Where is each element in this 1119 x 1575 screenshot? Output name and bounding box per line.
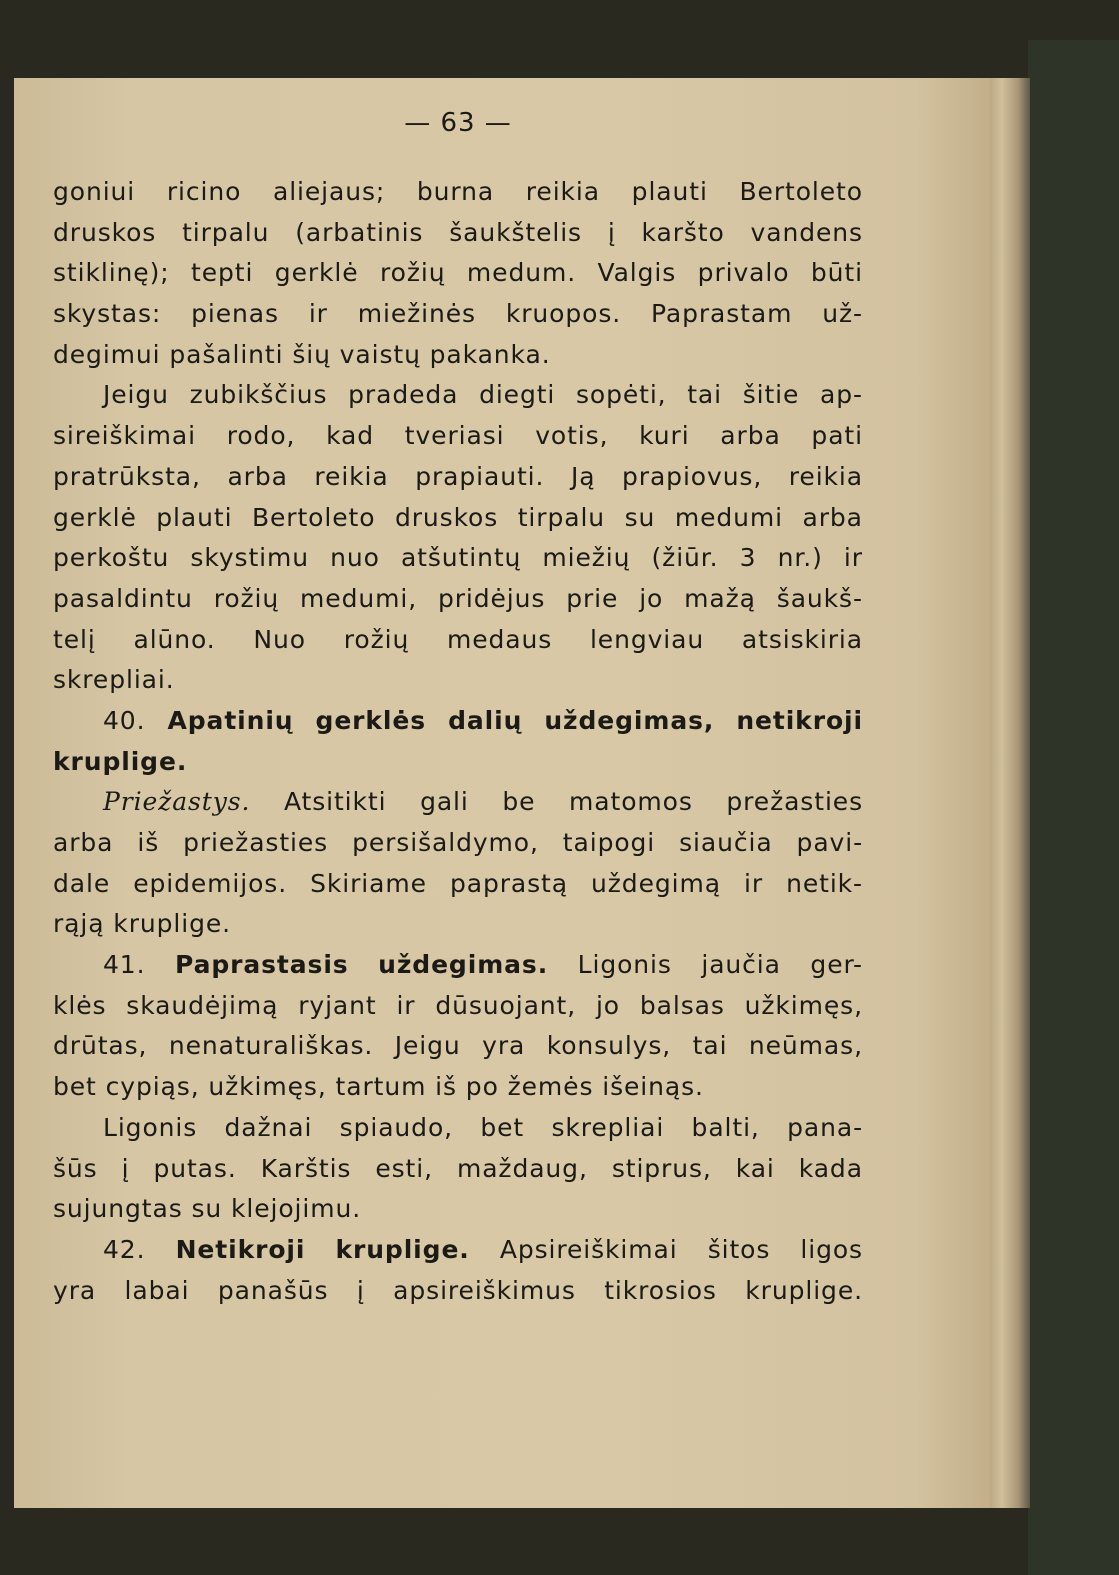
word: kada (798, 1153, 863, 1183)
word: kruopos. (505, 299, 622, 329)
word: arba (802, 502, 863, 532)
word: reikia (788, 461, 863, 491)
word: Priežastys. (103, 787, 251, 817)
word: šūs (53, 1153, 98, 1183)
word: mažą (684, 583, 756, 613)
word: stiklinę); (53, 258, 170, 288)
text-line (53, 498, 863, 539)
word: balti, (691, 1112, 760, 1142)
word: spiaudo, (339, 1112, 453, 1142)
text-span: bet cypiąs, užkimęs, tartum iš po žemės išeinąs. (53, 1072, 704, 1102)
word: Jeigu (394, 1031, 461, 1061)
word: skystas: (53, 299, 162, 329)
word: Jeigu (103, 380, 169, 410)
word: Paprastam (651, 299, 793, 329)
page-edge (990, 78, 1030, 1508)
word: plauti (631, 177, 708, 206)
word: druskos (394, 502, 499, 532)
word: rožių (380, 258, 446, 288)
word: skrepliai (551, 1112, 665, 1142)
word: paprastą (449, 868, 568, 898)
word: dūsuojant, (435, 990, 577, 1020)
word: Apsireiškimai (499, 1234, 678, 1264)
word: Ligonis (577, 950, 672, 980)
word: netikroji (736, 705, 863, 735)
word: goniui (53, 177, 136, 206)
text-line (53, 1149, 863, 1190)
word: votis, (535, 421, 609, 451)
word: telį (53, 624, 96, 654)
word: miežinės (357, 299, 476, 329)
word: šitie (742, 380, 800, 410)
word: gerklė (53, 502, 137, 532)
text-line (53, 1026, 863, 1067)
word: prapiauti. (415, 461, 545, 491)
word: drūtas, (53, 1031, 148, 1061)
word: už- (822, 299, 863, 329)
word: taipogi (562, 828, 656, 857)
word: (arbatinis (295, 217, 424, 247)
word: uždegimą (591, 868, 721, 898)
word: ir (843, 543, 863, 573)
word: ligos (800, 1234, 863, 1264)
word: tirpalu (182, 217, 270, 247)
word: kuri (639, 421, 690, 451)
word: maždaug, (456, 1153, 588, 1183)
text-line (53, 253, 863, 294)
word: sopėti, (575, 380, 667, 410)
word: nr.) (777, 543, 823, 573)
text-line (53, 782, 863, 823)
word: tai (692, 1031, 728, 1061)
text-span: sujungtas su klejojimu. (53, 1194, 362, 1224)
word: būti (810, 258, 863, 288)
word: sireiškimai (53, 421, 196, 451)
word: Karštis (260, 1153, 352, 1183)
word: pridėjus (437, 583, 546, 613)
word: 3 (739, 543, 757, 573)
word: gali (420, 787, 469, 817)
word: į (121, 1153, 130, 1183)
word: tikrosios (604, 1275, 717, 1305)
word: reikia (314, 461, 389, 491)
word: konsulys, (546, 1031, 672, 1061)
text-line (53, 294, 863, 335)
word: Netikroji (175, 1234, 306, 1264)
word: ger- (810, 950, 863, 980)
text-line (53, 1189, 863, 1230)
word: Bertoleto (251, 502, 376, 532)
word: panašūs (217, 1275, 329, 1305)
word: (žiūr. (651, 543, 719, 573)
word: ir (744, 868, 764, 898)
text-line (53, 579, 863, 620)
text-line (53, 660, 863, 701)
text-line (53, 904, 863, 945)
text-line (53, 538, 863, 579)
text-line (53, 945, 863, 986)
text-line (53, 416, 863, 457)
text-line (53, 823, 863, 864)
word: bet (480, 1112, 525, 1142)
word: epidemijos. (133, 868, 288, 898)
word: kad (326, 421, 375, 451)
word: stiprus, (611, 1153, 712, 1183)
word: reikia (525, 177, 600, 206)
word: dalių (448, 705, 523, 735)
word: netik- (786, 868, 863, 898)
word: esti, (375, 1153, 433, 1183)
text-line (53, 1271, 863, 1312)
word: druskos (53, 217, 157, 247)
word: perkoštu (53, 543, 170, 573)
word: Nuo (253, 624, 306, 654)
word: užkimęs, (744, 990, 863, 1020)
word: rodo, (226, 421, 296, 451)
word: arba (720, 421, 781, 451)
word: labai (124, 1275, 190, 1305)
word: gerklės (315, 705, 427, 735)
word: kai (735, 1153, 775, 1183)
text-span: skrepliai. (53, 665, 175, 695)
word: į (356, 1275, 365, 1305)
bold-text: kruplige. (53, 746, 188, 776)
text-line (53, 1230, 863, 1271)
word: pana- (787, 1112, 863, 1142)
word: tveriasi (404, 421, 505, 451)
word: tai (687, 380, 723, 410)
word: medumi (674, 502, 783, 532)
word: arba (53, 828, 114, 857)
word: Valgis (597, 258, 677, 288)
word: aliejaus; (272, 177, 386, 206)
word: gerklė (274, 258, 359, 288)
word: zubikščius (189, 380, 328, 410)
word: tepti (191, 258, 254, 288)
word: iš (137, 828, 160, 857)
text-line (53, 620, 863, 661)
word: Atsitikti (283, 787, 387, 817)
page-number: — 63 — (404, 108, 512, 138)
word: neūmas, (748, 1031, 863, 1061)
word: nenaturališkas. (168, 1031, 374, 1061)
word: pati (811, 421, 863, 451)
word: atšutintų (400, 543, 522, 573)
word: uždegimas, (544, 705, 715, 735)
word: dale (53, 868, 111, 898)
text-line (53, 375, 863, 416)
word: jo (639, 583, 664, 613)
word: pratrūksta, (53, 461, 201, 491)
word: kruplige. (335, 1234, 470, 1264)
word: tirpalu (517, 502, 606, 532)
text-line (53, 457, 863, 498)
word: ap- (820, 380, 863, 410)
word: 40. (103, 705, 146, 735)
word: Paprastasis (175, 950, 349, 980)
word: 41. (103, 950, 146, 980)
word: atsiskiria (741, 624, 863, 654)
word: vandens (750, 217, 863, 247)
word: pasaldintu (53, 583, 193, 613)
word: Ją (570, 461, 596, 491)
word: pienas (191, 299, 279, 329)
word: medum. (466, 258, 577, 288)
word: priežasties (183, 828, 329, 857)
text-line (53, 986, 863, 1027)
word: miežių (542, 543, 631, 573)
word: persišaldymo, (352, 828, 539, 857)
word: šitos (707, 1234, 771, 1264)
word: prie (566, 583, 619, 613)
text-line (53, 213, 863, 254)
word: ricino (166, 177, 242, 206)
word: šaukš- (776, 583, 863, 613)
word: diegti (479, 380, 556, 410)
word: prežasties (726, 787, 863, 817)
word: burna (416, 177, 495, 206)
word: su (624, 502, 656, 532)
word: arba (227, 461, 288, 491)
book-cover (1028, 40, 1119, 1575)
word: plauti (156, 502, 233, 532)
word: kruplige. (745, 1275, 863, 1305)
word: yra (53, 1275, 97, 1305)
text-line (53, 864, 863, 905)
word: Ligonis (103, 1112, 198, 1142)
word: karšto (641, 217, 725, 247)
text-line (53, 172, 863, 213)
text-line (53, 701, 863, 742)
word: jo (595, 990, 620, 1020)
text-span: degimui pašalinti šių vaistų pakanka. (53, 339, 551, 369)
word: dažnai (224, 1112, 313, 1142)
word: šaukštelis (449, 217, 582, 247)
word: be (502, 787, 536, 817)
word: medumi, (300, 583, 418, 613)
text-line (53, 1108, 863, 1149)
text-line (53, 1067, 863, 1108)
word: nuo (330, 543, 380, 573)
word: ryjant (298, 990, 377, 1020)
word: uždegimas. (378, 950, 549, 980)
word: Bertoleto (739, 177, 863, 206)
word: yra (482, 1031, 526, 1061)
word: medaus (446, 624, 553, 654)
word: alūno. (133, 624, 216, 654)
word: rožių (343, 624, 410, 654)
word: Skiriame (310, 868, 427, 898)
word: apsireiškimus (393, 1275, 576, 1305)
word: putas. (153, 1153, 237, 1183)
text-block (53, 108, 863, 1311)
word: siaučia (679, 828, 773, 857)
word: ir (396, 990, 416, 1020)
word: jaučia (701, 950, 781, 980)
word: rožių (213, 583, 280, 613)
word: prapiovus, (622, 461, 763, 491)
word: į (607, 217, 616, 247)
word: Apatinių (167, 705, 294, 735)
word: klės (53, 990, 107, 1020)
word: skystimu (190, 543, 309, 573)
word: privalo (697, 258, 790, 288)
word: lengviau (589, 624, 705, 654)
word: pradeda (348, 380, 459, 410)
word: skaudėjimą (126, 990, 279, 1020)
word: balsas (639, 990, 725, 1020)
word: ir (308, 299, 328, 329)
text-span: rąją kruplige. (53, 909, 231, 939)
word: pavi- (796, 828, 863, 857)
text-line (53, 742, 863, 783)
word: matomos (569, 787, 693, 817)
text-line (53, 335, 863, 376)
body-text (53, 172, 863, 1311)
word: 42. (103, 1234, 146, 1264)
